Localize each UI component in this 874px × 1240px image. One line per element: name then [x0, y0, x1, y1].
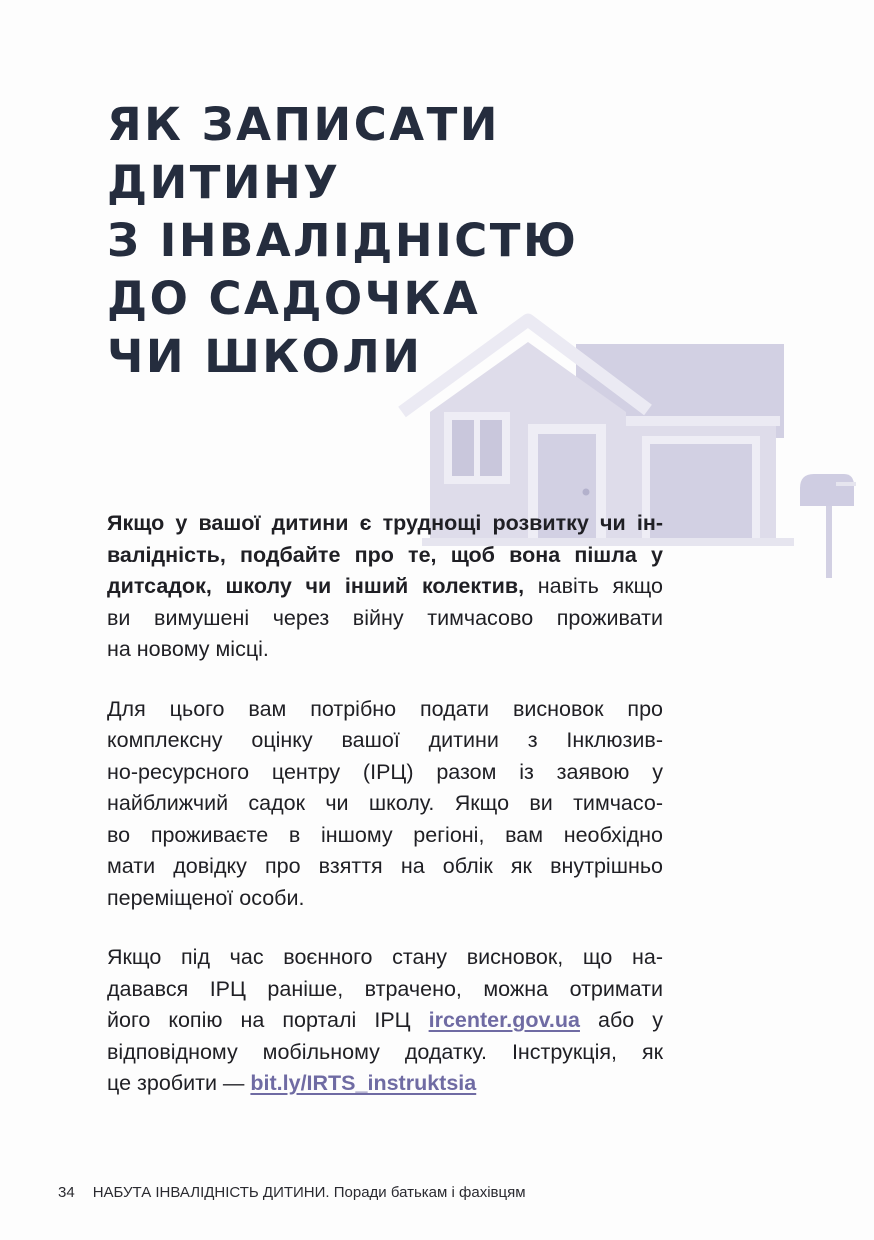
mailbox-post	[826, 502, 832, 578]
text-line: но-ресурсного центру (ІРЦ) разом із заявою у	[107, 759, 663, 784]
title-line: З ІНВАЛІДНІСТЮ	[107, 214, 579, 267]
main-content	[107, 508, 663, 1128]
text-line: Для цього вам потрібно подати висновок про	[107, 696, 663, 721]
paragraph-intro	[107, 508, 663, 666]
text-line: відповідному мобільному додатку. Інструкція, як	[107, 1039, 663, 1064]
page-number: 34	[58, 1184, 75, 1201]
bold-text: Якщо у вашої дитини є труднощі розвитку чи ін-	[107, 511, 663, 535]
mailbox-icon	[800, 474, 854, 506]
text-line: комплексну оцінку вашої дитини з Інклюзив-	[107, 728, 663, 752]
footer-text: НАБУТА ІНВАЛІДНІСТЬ ДИТИНИ. Поради батькам і фахівцям	[92, 1184, 526, 1201]
bold-text: валідність, подбайте про те, щоб вона пішла у	[107, 542, 663, 567]
garage-roof-trim	[626, 416, 780, 426]
page-footer	[58, 1184, 526, 1201]
door-knob	[583, 489, 590, 496]
title-line: ЧИ ШКОЛИ	[107, 330, 423, 383]
window-pane	[480, 420, 502, 476]
text: це зробити —	[107, 1071, 251, 1095]
text-line: давався ІРЦ раніше, втрачено, можна отримати	[107, 976, 663, 1001]
text-line: мати довідку про взяття на облік як внутрішньо	[107, 854, 663, 878]
title-line: ЯК ЗАПИСАТИ	[107, 98, 500, 151]
window-pane	[452, 420, 474, 476]
text-line: переміщеної особи.	[107, 885, 305, 910]
text-line: ви вимушені через війну тимчасово проживати	[107, 605, 663, 630]
page-title	[107, 96, 578, 386]
text-line: Якщо під час воєнного стану висновок, що на-	[107, 945, 663, 969]
bold-text: дитсадок, школу чи інший колектив,	[107, 574, 525, 598]
text-line: найближчий садок чи школу. Якщо ви тимчасо-	[107, 791, 663, 815]
text-line: во проживаєте в іншому регіоні, вам необхідно	[107, 822, 663, 847]
title-line: ДИТИНУ	[107, 156, 341, 209]
text: навіть якщо	[524, 574, 663, 598]
mailbox-flag	[836, 482, 856, 486]
paragraph-lost-document	[107, 942, 663, 1100]
paragraph-requirements	[107, 694, 663, 915]
ircenter-link[interactable]: ircenter.gov.ua	[428, 1008, 580, 1032]
text-line: на новому місці.	[107, 637, 269, 661]
text: його копію на порталі ІРЦ	[107, 1008, 429, 1032]
text: або у	[579, 1008, 664, 1032]
title-line: ДО САДОЧКА	[107, 272, 481, 325]
garage-door-panel	[650, 444, 752, 540]
instruction-link[interactable]: bit.ly/IRTS_instruktsia	[250, 1071, 477, 1095]
